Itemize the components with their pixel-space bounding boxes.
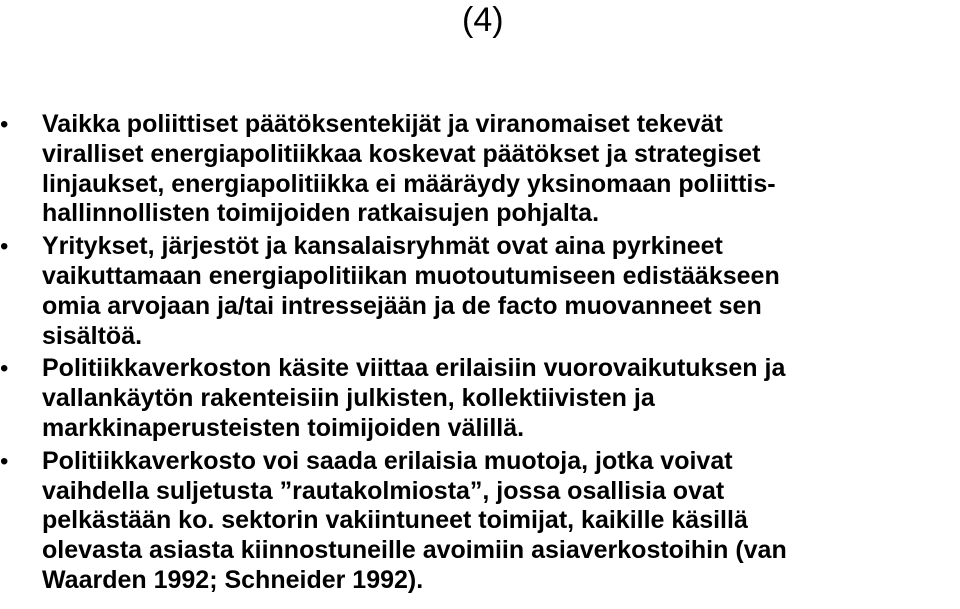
bullet-text-line: viralliset energiapolitiikkaa koskevat päätökset ja strategiset [42, 139, 761, 168]
bullet-text-line: Politiikkaverkosto voi saada erilaisia muotoja, jotka voivat [42, 446, 733, 475]
bullet-item-2 [0, 232, 960, 351]
bullet-text-line: vaikuttamaan energiapolitiikan muotoutumiseen edistääkseen [42, 261, 780, 290]
bullet-item-1 [0, 110, 960, 229]
slide-number: (4) [462, 1, 504, 39]
bullet-text-line: Waarden 1992; Schneider 1992). [42, 565, 424, 594]
bullet-text-line: Politiikkaverkoston käsite viittaa erilaisiin vuorovaikutuksen ja [42, 354, 786, 383]
bullet-text-line: pelkästään ko. sektorin vakiintuneet toimijat, kaikille käsillä [42, 506, 748, 535]
bullet-text-line: linjaukset, energiapolitiikka ei määräydy yksinomaan poliittis- [42, 169, 776, 198]
bullet-item-4 [0, 447, 960, 596]
bullet-text-line: vallankäytön rakenteisiin julkisten, kollektiivisten ja [42, 384, 655, 413]
bullet-text-line: markkinaperusteisten toimijoiden välillä. [42, 413, 525, 442]
bullet-text-line: sisältöä. [42, 321, 143, 350]
bullet-list [0, 110, 960, 599]
bullet-text-line: olevasta asiasta kiinnostuneille avoimiin asiaverkostoihin (van [42, 536, 787, 565]
bullet-text-line: omia arvojaan ja/tai intressejään ja de facto muovanneet sen [42, 291, 762, 320]
bullet-text-line: hallinnollisten toimijoiden ratkaisujen pohjalta. [42, 199, 600, 228]
bullet-text-line: Yritykset, järjestöt ja kansalaisryhmät ovat aina pyrkineet [42, 232, 723, 261]
bullet-text-line: vaihdella suljetusta ”rautakolmiosta”, jossa osallisia ovat [42, 476, 725, 505]
bullet-marker: • [0, 111, 9, 138]
bullet-text-line: Vaikka poliittiset päätöksentekijät ja viranomaiset tekevät [42, 110, 723, 138]
bullet-marker: • [0, 233, 9, 261]
bullet-marker: • [0, 355, 9, 383]
bullet-marker: • [0, 447, 9, 475]
bullet-item-3 [0, 354, 960, 443]
